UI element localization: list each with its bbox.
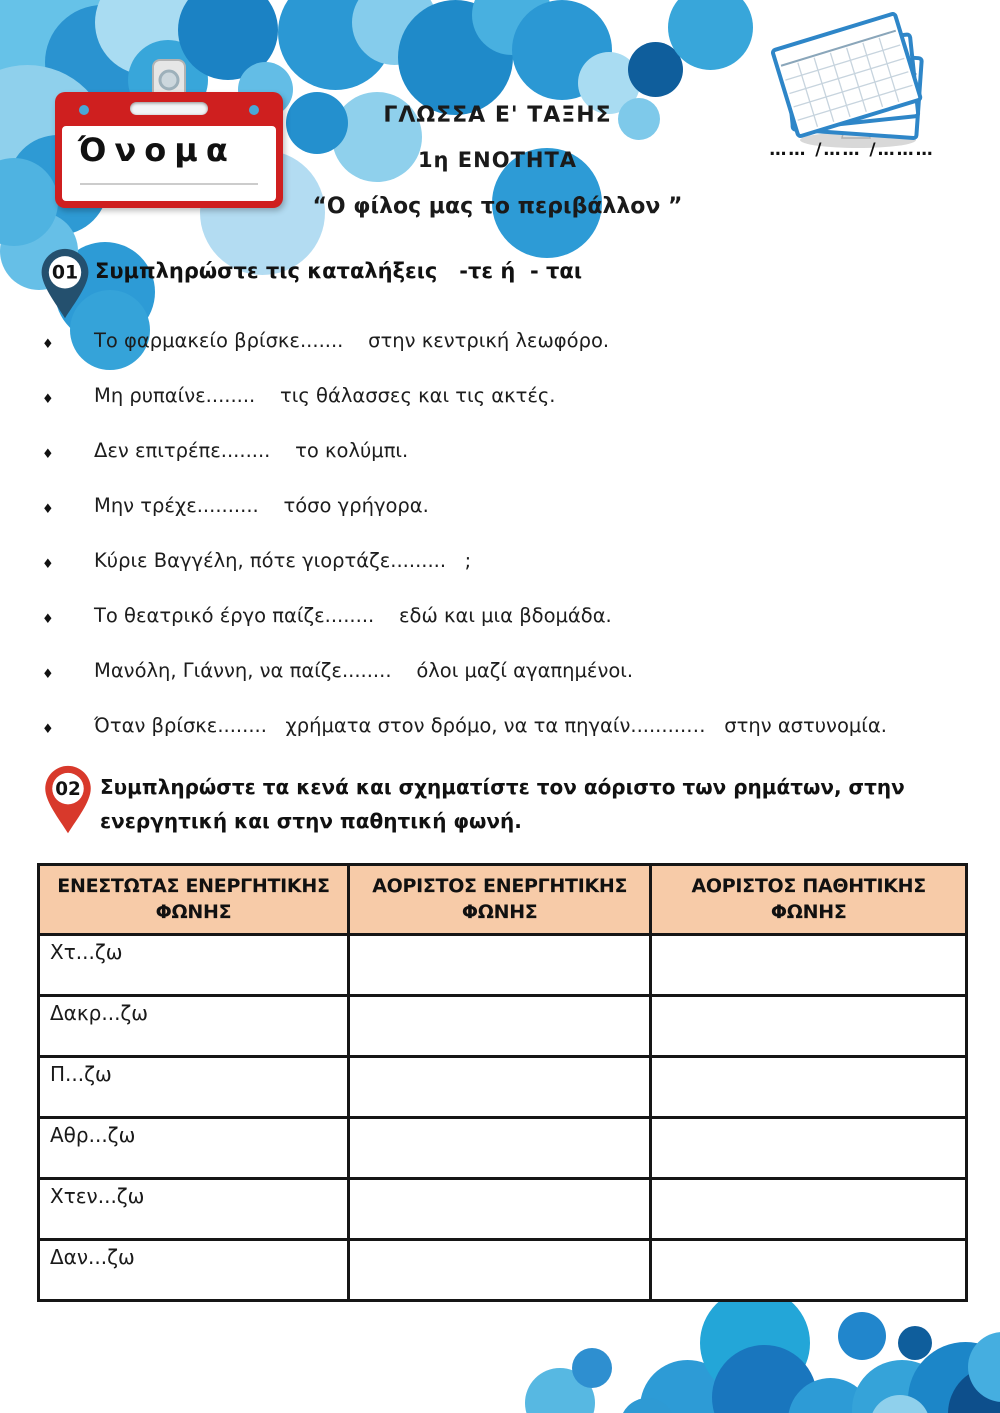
exercise1-item bbox=[36, 381, 956, 414]
exercise1-item bbox=[36, 546, 956, 579]
answer-cell[interactable] bbox=[348, 1179, 651, 1240]
exercise1-item bbox=[36, 656, 956, 689]
verb-table-body bbox=[39, 935, 967, 1301]
answer-cell[interactable] bbox=[651, 1057, 967, 1118]
exercise1-item bbox=[36, 436, 956, 469]
diamond-bullet-icon: ♦ bbox=[42, 392, 54, 407]
exercise1-item bbox=[36, 491, 956, 524]
page-title: ΓΛΩΣΣΑ Ε' ΤΑΞΗΣ bbox=[383, 103, 612, 128]
answer-cell[interactable] bbox=[348, 1240, 651, 1301]
exercise1-item bbox=[36, 601, 956, 634]
diamond-bullet-icon: ♦ bbox=[42, 447, 54, 462]
verb-cell: Δακρ...ζω bbox=[39, 996, 349, 1057]
column-header: ΑΟΡΙΣΤΟΣ ΕΝΕΡΓΗΤΙΚΗΣ ΦΩΝΗΣ bbox=[348, 865, 651, 935]
worksheet-headings bbox=[285, 103, 710, 219]
sentence-text: Όταν βρίσκε........ χρήματα στον δρόμο, να τα πηγαίν.........… στην αστυνομία. bbox=[94, 714, 887, 737]
unit-title: 1η ΕΝΟΤΗΤΑ bbox=[417, 148, 578, 172]
column-header: ΑΟΡΙΣΤΟΣ ΠΑΘΗΤΙΚΗΣ ΦΩΝΗΣ bbox=[651, 865, 967, 935]
exercise1-item bbox=[36, 326, 956, 359]
sentence-text: Το θεατρικό έργο παίζε........ εδώ και μια βδομάδα. bbox=[94, 604, 612, 627]
answer-cell[interactable] bbox=[651, 1179, 967, 1240]
answer-cell[interactable] bbox=[348, 1118, 651, 1179]
verb-cell: Δαν...ζω bbox=[39, 1240, 349, 1301]
table-row bbox=[39, 935, 967, 996]
verb-table-header-row bbox=[39, 865, 967, 935]
diamond-bullet-icon: ♦ bbox=[42, 557, 54, 572]
exercise2-pin-icon bbox=[40, 762, 96, 838]
sentence-text: Μην τρέχε.......... τόσο γρήγορα. bbox=[94, 494, 429, 517]
verb-cell: Π...ζω bbox=[39, 1057, 349, 1118]
answer-cell[interactable] bbox=[348, 1057, 651, 1118]
exercise1-instruction: Συμπληρώστε τις καταλήξεις -τε ή - ται bbox=[95, 259, 583, 283]
verb-table bbox=[37, 863, 968, 1302]
table-row bbox=[39, 1057, 967, 1118]
answer-cell[interactable] bbox=[651, 935, 967, 996]
exercise2-instruction: Συμπληρώστε τα κενά και σχηματίστε τον αόριστο των ρημάτων, στην ενεργητική και στην παθητική φωνή. bbox=[100, 775, 905, 833]
answer-cell[interactable] bbox=[348, 935, 651, 996]
badge-dot-icon bbox=[249, 105, 259, 115]
diamond-bullet-icon: ♦ bbox=[42, 337, 54, 352]
diamond-bullet-icon: ♦ bbox=[42, 667, 54, 682]
exercise2-number: 02 bbox=[55, 778, 81, 800]
sentence-text: Δεν επιτρέπε........ το κολύμπι. bbox=[94, 439, 409, 462]
date-fill-line[interactable]: …… /…… /……… bbox=[769, 140, 935, 160]
verb-table-wrap bbox=[37, 863, 968, 1302]
name-badge bbox=[55, 92, 283, 208]
column-header: ΕΝΕΣΤΩΤΑΣ ΕΝΕΡΓΗΤΙΚΗΣ ΦΩΝΗΣ bbox=[39, 865, 349, 935]
sentence-text: Μη ρυπαίνε........ τις θάλασσες και τις ακτές. bbox=[94, 384, 556, 407]
exercise1-number: 01 bbox=[51, 261, 79, 284]
table-row bbox=[39, 996, 967, 1057]
theme-title: “Ο φίλος μας το περιβάλλον ” bbox=[312, 194, 683, 219]
badge-band bbox=[55, 92, 283, 126]
name-write-line[interactable] bbox=[80, 183, 258, 185]
table-row bbox=[39, 1118, 967, 1179]
badge-slot bbox=[130, 102, 208, 115]
answer-cell[interactable] bbox=[651, 996, 967, 1057]
exercise1-item bbox=[36, 711, 956, 744]
name-label: Όνομα bbox=[78, 131, 236, 169]
diamond-bullet-icon: ♦ bbox=[42, 722, 54, 737]
verb-cell: Αθρ...ζω bbox=[39, 1118, 349, 1179]
badge-body bbox=[62, 126, 276, 201]
sentence-text: Το φαρμακείο βρίσκε....... στην κεντρική λεωφόρο. bbox=[94, 329, 610, 352]
diamond-bullet-icon: ♦ bbox=[42, 502, 54, 517]
sentence-text: Μανόλη, Γιάννη, να παίζε........ όλοι μαζί αγαπημένοι. bbox=[94, 659, 634, 682]
table-row bbox=[39, 1240, 967, 1301]
table-row bbox=[39, 1179, 967, 1240]
verb-cell: Χτεν...ζω bbox=[39, 1179, 349, 1240]
sentence-text: Κύριε Βαγγέλη, πότε γιορτάζε......... ; bbox=[94, 549, 472, 572]
diamond-bullet-icon: ♦ bbox=[42, 612, 54, 627]
exercise1-pin-icon bbox=[36, 248, 94, 320]
calendar-icon bbox=[758, 12, 953, 152]
verb-cell: Χτ...ζω bbox=[39, 935, 349, 996]
answer-cell[interactable] bbox=[348, 996, 651, 1057]
answer-cell[interactable] bbox=[651, 1240, 967, 1301]
answer-cell[interactable] bbox=[651, 1118, 967, 1179]
badge-dot-icon bbox=[79, 105, 89, 115]
exercise1-list bbox=[36, 326, 956, 766]
